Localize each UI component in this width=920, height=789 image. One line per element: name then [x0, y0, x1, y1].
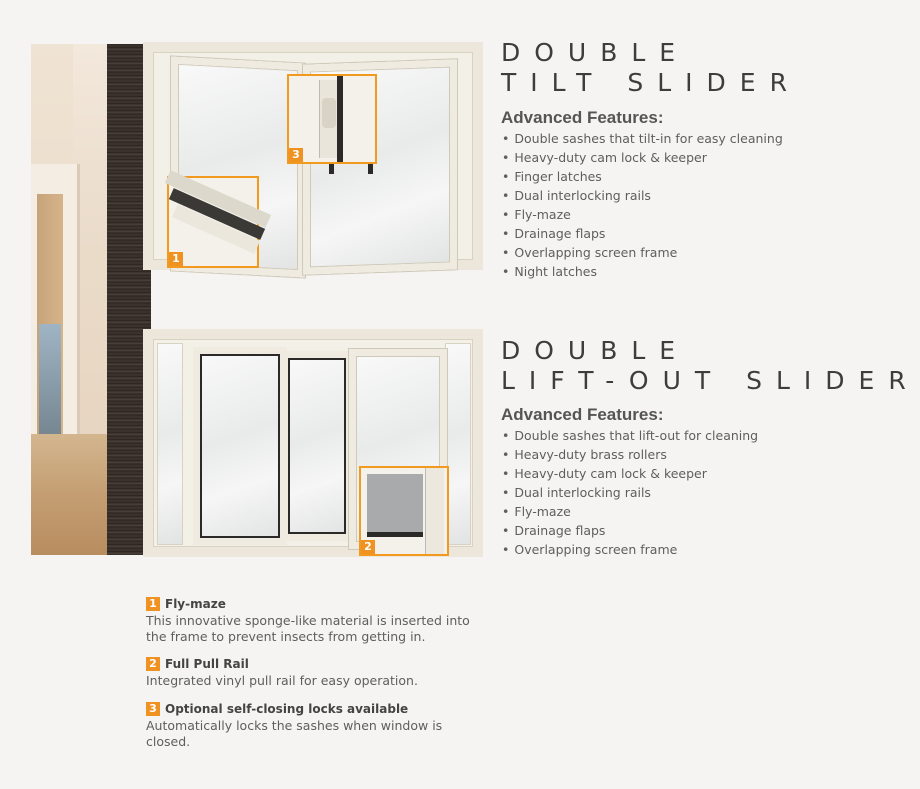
title-line-1: DOUBLE — [501, 336, 690, 365]
legend-description: Integrated vinyl pull rail for easy operation. — [146, 673, 418, 688]
legend-title: Optional self-closing locks available — [165, 702, 409, 716]
middle-sash — [281, 351, 353, 541]
callout-number-2: 2 — [361, 540, 375, 554]
feature-item: • Night latches — [502, 262, 783, 281]
callout-number-3: 3 — [289, 148, 303, 162]
legend-number-1: 1 — [146, 597, 160, 611]
legend-number-3: 3 — [146, 702, 160, 716]
feature-item: • Fly-maze — [502, 205, 783, 224]
feature-item: • Overlapping screen frame — [502, 243, 783, 262]
legend-title: Full Pull Rail — [165, 657, 249, 671]
feature-item: • Dual interlocking rails — [502, 483, 758, 502]
legend-description: This innovative sponge-like material is inserted into the frame to prevent insects from getting in. — [146, 613, 470, 644]
feature-item: • Heavy-duty brass rollers — [502, 445, 758, 464]
legend-item-pull-rail — [146, 657, 486, 689]
legend-title: Fly-maze — [165, 597, 226, 611]
legend-item-self-closing-locks — [146, 702, 486, 750]
feature-item: • Drainage flaps — [502, 224, 783, 243]
lift-out-slider-title — [501, 336, 920, 396]
legend-number-2: 2 — [146, 657, 160, 671]
feature-item: • Drainage flaps — [502, 521, 758, 540]
callout-3-self-closing-lock — [287, 74, 377, 164]
feature-item: • Finger latches — [502, 167, 783, 186]
legend-description: Automatically locks the sashes when window is closed. — [146, 718, 443, 749]
feature-item: • Heavy-duty cam lock & keeper — [502, 148, 783, 167]
feature-item: • Overlapping screen frame — [502, 540, 758, 559]
feature-item: • Double sashes that lift-out for cleaning — [502, 426, 758, 445]
callout-number-1: 1 — [169, 252, 183, 266]
tilt-features-list — [502, 129, 783, 281]
interior-room-photo — [31, 44, 151, 555]
callout-2-pull-rail — [359, 466, 449, 556]
title-line-1: DOUBLE — [501, 38, 690, 67]
feature-item: • Double sashes that tilt-in for easy cleaning — [502, 129, 783, 148]
title-line-2: LIFT-OUT SLIDER — [501, 366, 920, 395]
title-line-2: TILT SLIDER — [501, 68, 801, 97]
tilt-features-heading: Advanced Features: — [501, 108, 664, 127]
lift-out-features-heading: Advanced Features: — [501, 405, 664, 424]
feature-item: • Heavy-duty cam lock & keeper — [502, 464, 758, 483]
left-sash — [193, 347, 287, 545]
tilt-slider-title — [501, 38, 801, 98]
legend-item-fly-maze — [146, 597, 486, 645]
feature-item: • Dual interlocking rails — [502, 186, 783, 205]
feature-item: • Fly-maze — [502, 502, 758, 521]
lift-out-features-list — [502, 426, 758, 559]
callout-1-fly-maze — [167, 176, 259, 268]
